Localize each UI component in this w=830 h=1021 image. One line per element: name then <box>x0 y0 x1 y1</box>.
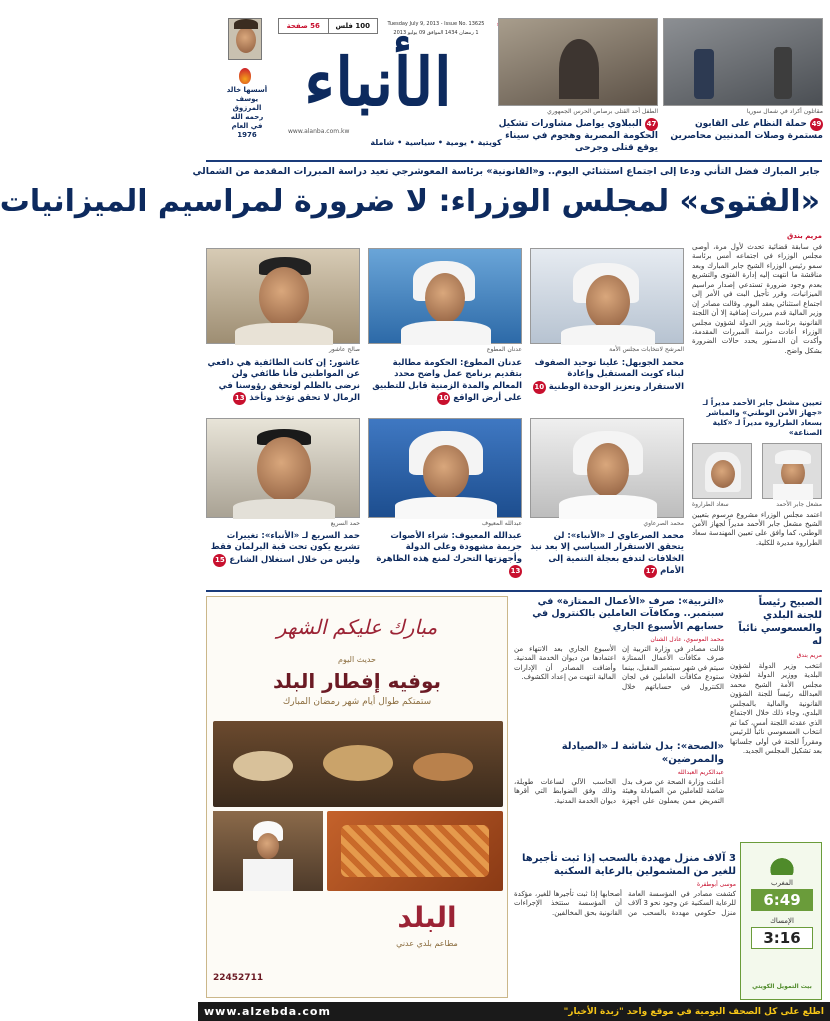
candidate-photo <box>368 248 522 344</box>
page-badge: 10 <box>533 381 546 394</box>
logo: الأنباء <box>304 43 452 121</box>
top-caption-2: الطفل أحد القتلى برصاص الحرس الجمهوري <box>547 108 658 115</box>
housing-headline: 3 آلاف منزل مهددة بالسحب إذا ثبت تأجيرها للغير من المشمولين بالرعاية السكنية <box>522 853 736 877</box>
footer-url[interactable]: www.alzebda.com <box>204 1005 331 1018</box>
ad-brand: البلد <box>397 901 457 934</box>
candidate-caption: صالح عاشور <box>329 346 360 353</box>
prayer-label-2: الإمساك <box>770 917 794 925</box>
top-story-photo-1 <box>663 18 823 106</box>
appointment-story <box>692 398 822 588</box>
price-label: 100 فلس <box>335 22 370 30</box>
prayer-label-1: المغرب <box>771 879 793 887</box>
top-story-photo-2 <box>498 18 658 106</box>
candidate-photo <box>368 418 522 518</box>
candidate-headline: عدنان المطوع: الحكومة مطالبة بتقديم برنامج عمل واضح محدد المعالم والمدة الزمنية قابل للتطبيق على أرض الواقع 10 <box>372 358 522 404</box>
candidate-headline: عبدالله المعيوف: شراء الأصوات جريمة مشهودة وعلى الدولة وأجهزتها التحرك لمنع هذه الظاهرة 13 <box>368 531 522 578</box>
section-rule <box>206 590 822 592</box>
appointee-caption-2: سعاد الطراروة <box>692 500 729 508</box>
candidate-caption: عبدالله المعيوف <box>481 520 522 527</box>
candidate-photo <box>530 418 684 518</box>
housing-story <box>514 852 736 1002</box>
appointee-caption-1: مشعل جابر الأحمد <box>776 500 822 508</box>
candidate-photo <box>530 248 684 344</box>
candidate-photo <box>206 418 360 518</box>
masthead <box>198 0 830 160</box>
appointee-photo-1 <box>762 443 822 499</box>
top-story-headline-2: 47 الببلاوي يواصل مشاورات تشكيل الحكومة المصرية وهجوم في سيناء يوقع قتلى وجرحى <box>498 119 658 153</box>
candidate-card <box>206 248 360 414</box>
candidate-photo <box>206 248 360 344</box>
kicker: جابر المبارك فضل التأني ودعا إلى اجتماع استثنائي اليوم.. و«القانونية» برئاسة المعوشرجي تعيد دراسة المبررات المقدمة من الشمالي <box>192 166 820 177</box>
education-text: قالت مصادر في وزارة التربية إن صرف مكافآت الأعمال الممتازة سيتم في شهر سبتمبر المقبل، بينما ستودع مكافآت العاملين في لجان الكنترول في حساباتهم خلال الأسبوع الجاري بعد الانتهاء من اعتمادها من ديوان الخدمة المدنية. وأضافت المصادر أن الإدارات المالية انتهت من إعداد الكشوف. <box>514 645 724 691</box>
candidate-card <box>530 248 684 414</box>
candidate-headline: محمد الجويهل: علينا توحيد الصفوف لبناء كويت المستقبل وإعادة الاستقرار وتعزيز الوحدة الوطنية 10 <box>534 358 684 392</box>
candidate-caption: عدنان المطوع <box>486 346 522 353</box>
health-byline: عبدالكريم العبدالله <box>677 769 724 776</box>
prayer-time-1: 6:49 <box>751 889 813 911</box>
appointment-headline: تعيين مشعل جابر الأحمد مديراً لـ «جهاز الأمن الوطني» والمباشر بسعاد الطراروة مديراً لـ «كلية الصناعة» <box>702 398 822 438</box>
page-badge: 47 <box>645 118 658 131</box>
footer-bar <box>198 1002 830 1021</box>
housing-text: كشفت مصادر في المؤسسة العامة للرعاية السكنية عن وجود نحو 3 آلاف منزل حكومي مهددة بالسحب من أصحابها إذا ثبت تأجيرها للغير، مؤكدة أن المؤسسة ستتخذ الإجراءات القانونية بحق المخالفين. <box>514 890 736 917</box>
appointment-text: اعتمد مجلس الوزراء مشروع مرسوم بتعيين الشيخ مشعل جابر الأحمد مديراً لجهاز الأمن الوطني، كما وافق على تعيين المهندسة سعاد الطراروة مديرة للكلية. <box>692 510 822 547</box>
footer-slogan: اطلع على كل الصحف اليومية في موقع واحد "زبدة الأخبار" <box>563 1006 824 1017</box>
health-story <box>514 740 724 850</box>
health-headline: «الصحة»: بدل شاشة لـ «الصيادلة والممرضين» <box>561 741 724 765</box>
flame-icon <box>239 68 251 84</box>
top-story-headline-1: 49 حملة النظام على القابون مستمرة وصلات المدنيين محاصرين <box>670 119 823 141</box>
page-badge: 15 <box>213 554 226 567</box>
byline: مريم بندق <box>786 232 822 240</box>
ad-sub: حديث اليوم <box>338 655 376 664</box>
lead-text: في سابقة قضائية تحدث لأول مرة، أوصى مجلس الوزراء في اجتماعه أمس برئاسة سمو رئيس الوزراء الشيخ جابر المبارك وبعد مناقشة ما انتهت إليه إدارة الفتوى والتشريع بعدم وجود ضرورة تستدعي إصدار مراسيم الميزانيات، وقرر تأجيل البت في الأمر إلى اجتماع استثنائي يعقد اليوم. وقالت مصادر إن وزير المالية قدم مبررات إضافية إلا أن اللجنة القانونية برئاسة وزير الدولة لشؤون مجلس الوزراء أعادت دراسة المبررات المقدمة، وأكدت أن الدستور يحدد حالات الضرورة بشكل واضح. <box>692 243 822 355</box>
ad-tagline: ستمتكم طوال أيام شهر رمضان المبارك <box>282 697 432 707</box>
page-badge: 13 <box>233 392 246 405</box>
prayer-time-2: 3:16 <box>751 927 813 949</box>
dish-photo <box>327 811 503 891</box>
candidate-card <box>530 418 684 586</box>
pages-label: 56 صفحة <box>279 19 329 33</box>
mosque-icon <box>767 849 797 875</box>
page-badge: 10 <box>437 392 450 405</box>
price-strip <box>278 18 378 34</box>
founder-portrait <box>228 18 262 60</box>
dateline-en: Tuesday July 9, 2013 - Issue No. 13625 <box>387 21 485 27</box>
sabah-story <box>730 596 822 836</box>
dateline-ar: 1 رمضان 1434 الموافق 09 يوليو 2013 <box>393 30 479 36</box>
chef-photo <box>213 811 323 891</box>
ad-greeting: مبارك عليكم الشهر <box>276 615 438 639</box>
ad-phone: 22452711 <box>213 973 264 983</box>
education-headline: «التربية»: صرف «الأعمال الممتازة» في سبتمبر.. ومكافآت العاملين بالكنترول في حسابهم الأسبوع الجاري <box>532 596 724 632</box>
candidate-card <box>368 248 522 414</box>
prayer-times <box>740 842 822 1000</box>
candidate-caption: محمد الصرعاوي <box>643 520 684 527</box>
founder-caption: أسسها خالد يوسف المرزوق رحمه الله في العام 1976 <box>226 86 268 140</box>
sabah-headline: الصبيح رئيساً للجنة البلدي والعسعوسي نائباً له <box>738 597 822 647</box>
candidate-caption: المرشح لانتخابات مجلس الأمة <box>609 346 684 353</box>
buffet-photo <box>213 721 503 807</box>
page-badge: 17 <box>644 565 657 578</box>
candidate-card <box>368 418 522 586</box>
education-byline: محمد الموسوي، عادل الشنان <box>650 636 724 644</box>
candidate-card <box>206 418 360 586</box>
top-caption-1: مقاتلون أكراد في شمال سوريا <box>746 108 823 115</box>
website: www.alanba.com.kw <box>288 128 350 135</box>
housing-byline: موسى أبوطفرة <box>697 881 736 888</box>
sabah-byline: مريم بندق <box>796 652 822 659</box>
ad-brand-sub: مطاعم بلدي عدني <box>396 939 458 948</box>
restaurant-ad <box>206 596 508 998</box>
main-headline: «الفتوى» لمجلس الوزراء: لا ضرورة لمراسيم الميزانيات <box>0 184 820 219</box>
sponsor-label: بيت التمويل الكويتي <box>752 983 812 990</box>
masthead-rule <box>206 160 822 162</box>
candidate-caption: حمد السريع <box>330 520 360 527</box>
appointee-photo-2 <box>692 443 752 499</box>
health-text: أعلنت وزارة الصحة عن صرف بدل شاشة للعاملين من الصيادلة وهيئة التمريض ممن يعملون على أجهزة الحاسب الآلي لساعات طويلة، وذلك وفق الضوابط التي أقرها ديوان الخدمة المدنية. <box>514 778 724 805</box>
candidate-headline: حمد السريع لـ «الأنباء»: تغييرات تشريع يكون تحت قبة البرلمان فقط وليس من خلال استغلال الشارع 15 <box>210 531 360 565</box>
page-badge: 49 <box>810 118 823 131</box>
candidate-grid <box>206 248 688 586</box>
candidate-headline: محمد الصرعاوي لـ «الأنباء»: لن يتحقق الاستقرار السياسي إلا بعد نبذ الخلافات لتدفع بعجلة التنمية إلى الأمام 17 <box>530 531 684 577</box>
candidate-headline: عاشور: إن كانت الطائفية هي دافعي عن المواطنين فأنا طائفي ولن نرضى بالظلم لوتحقق رؤوسنا في الرمال لا تحقق تؤخذ وتأخذ 13 <box>207 358 360 404</box>
ad-title: بوفيه إفطار البلد <box>272 669 442 693</box>
page-badge: 13 <box>509 565 522 578</box>
education-story <box>514 596 724 736</box>
tagline: كويتية • يومية • سياسية • شاملة <box>370 138 502 147</box>
sabah-text: انتخب وزير الدولة لشؤون البلدية ووزير الدولة لشؤون مجلس الأمة الشيخ محمد العبدالله رئيساً للجنة الشؤون القانونية والمالية بالمجلس البلدي، وجاء ذلك خلال الاجتماع الذي عقدته اللجنة أمس، كما تم انتخاب العسعوسي نائباً للرئيس ومقرراً للجنة في أولى جلساتها بعد تشكيل المجلس الجديد. <box>730 662 822 755</box>
